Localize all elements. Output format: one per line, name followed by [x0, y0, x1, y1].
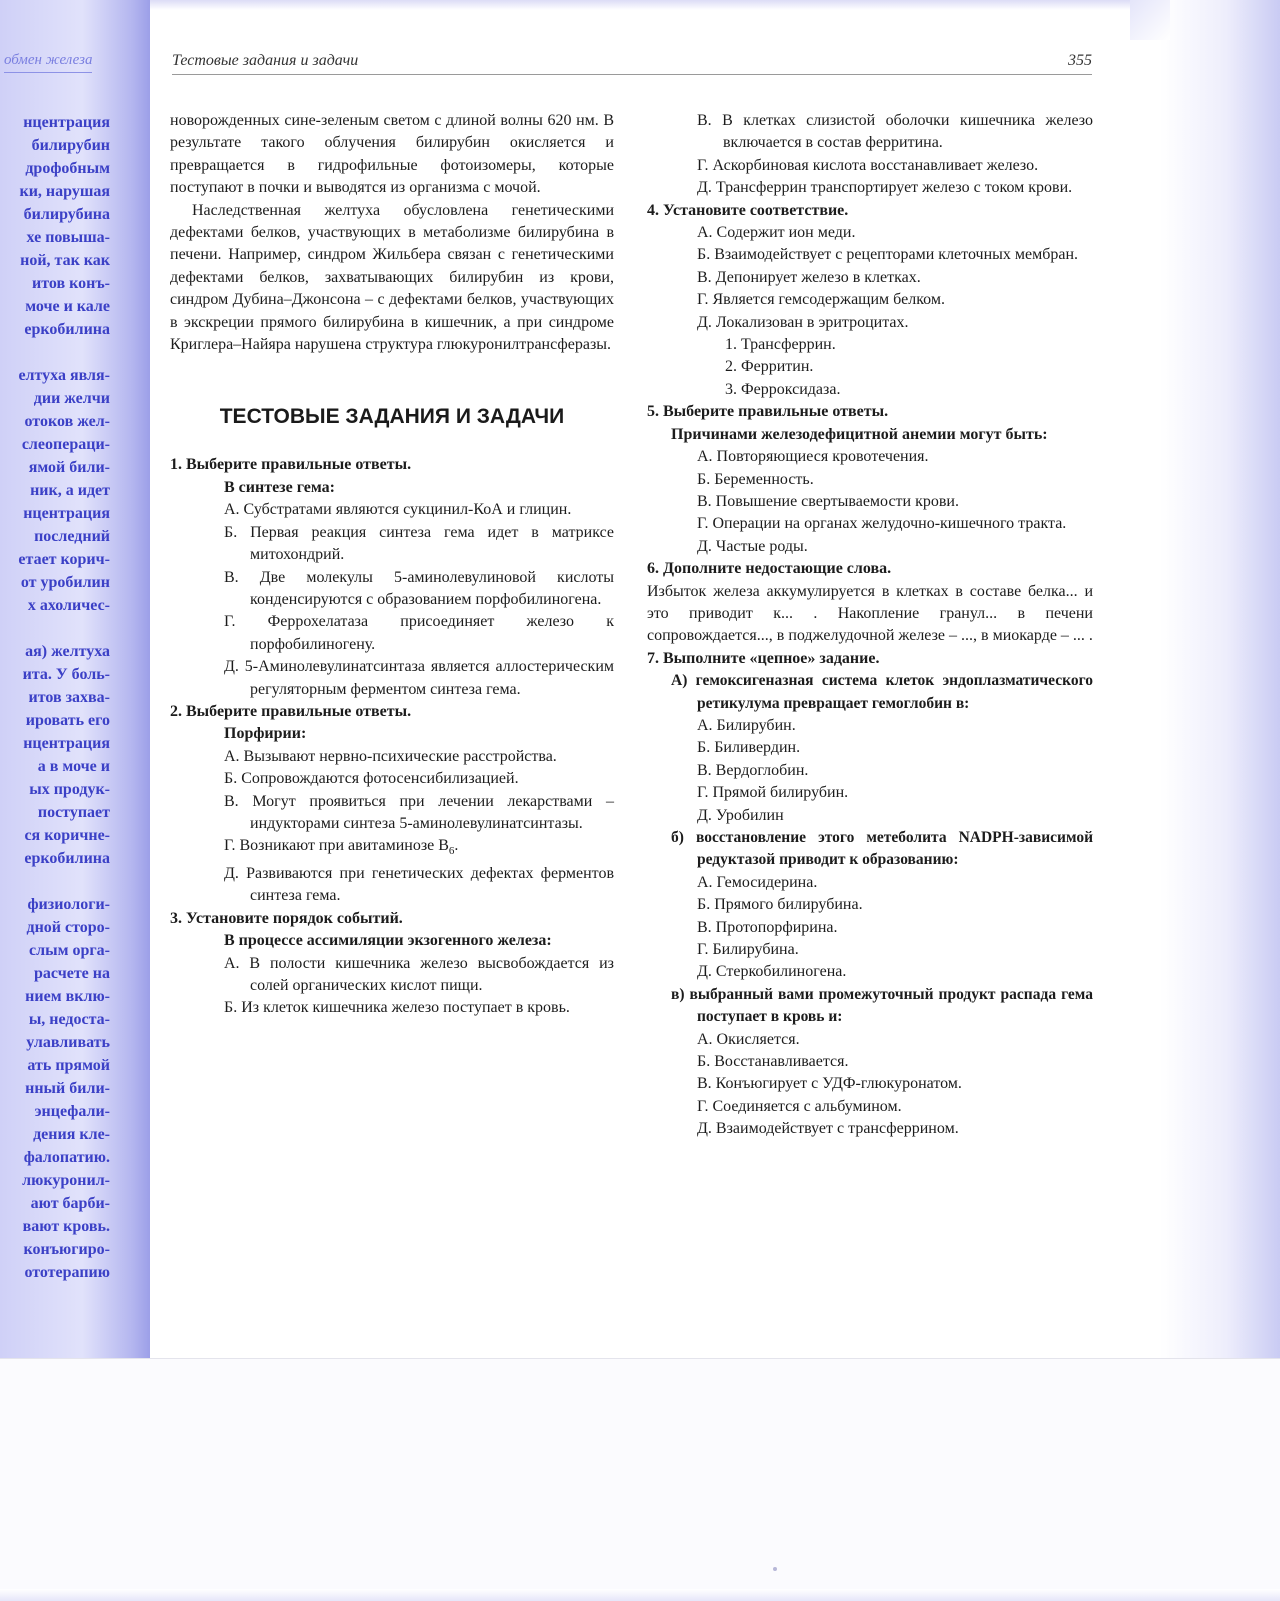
previous-page-line: ать прямой [27, 1057, 110, 1074]
question-7c-option: А. Окисляется. [697, 1030, 800, 1048]
scan-edge-top [0, 0, 1280, 10]
question-1-option: В. Две молекулы 5-аминолевулиновой кислоты конденсируются с образованием порфобилиногена. [224, 568, 614, 608]
question-7c-option: Д. Взаимодействует с трансферрином. [697, 1120, 959, 1138]
previous-page-line: люкуронил- [22, 1172, 110, 1189]
previous-page-line: фалопатию. [23, 1149, 110, 1166]
option-g-text: Г. Возникают при авитаминозе B [224, 837, 449, 855]
question-4-match-item: 2. Ферритин. [725, 358, 814, 376]
question-7a-option: Д. Уробилин [697, 806, 784, 824]
intro-paragraph: новорожденных сине-зеленым светом с длиной волны 620 нм. В результате такого облучения билирубин окисляется и превращается в гидрофильные фотоизомеры, которые поступают в почки и выводятся из организма с мочой. [170, 112, 614, 197]
previous-page-line: слым орга- [29, 942, 110, 959]
running-header [172, 52, 1092, 75]
question-7b-option: Г. Билирубина. [697, 941, 799, 959]
question-2-option: А. Вызывают нервно-психические расстройства. [224, 747, 557, 765]
previous-page-line: ита. У боль- [22, 666, 110, 683]
question-1-title: 1. Выберите правильные ответы. [170, 456, 412, 474]
question-7a-option: А. Билирубин. [697, 716, 796, 734]
question-2-title: 2. Выберите правильные ответы. [170, 702, 412, 720]
previous-page-line: ых продук- [29, 781, 110, 798]
question-3-option: Д. Трансферрин транспортирует железо с током крови. [697, 179, 1073, 197]
right-column [647, 110, 1093, 1141]
previous-page-text-lines [0, 111, 110, 1284]
previous-page-line: еркобилина [24, 321, 110, 338]
previous-page-line: ки, нарушая [19, 183, 110, 200]
question-5-option: Г. Операции на органах желудочно-кишечного тракта. [697, 515, 1067, 533]
question-3-subtitle: В процессе ассимиляции экзогенного железа: [224, 932, 552, 950]
previous-page-line: дии желчи [33, 390, 110, 407]
question-4-match-item: 3. Ферроксидаза. [725, 380, 841, 398]
previous-page-line: поступает [37, 804, 110, 821]
hereditary-jaundice-paragraph: Наследственная желтуха обусловлена генетическими дефектами белков, участвующих в метаболизме билирубина в печени. Например, синдром Жильбера связан с генетическими дефектами белков, захватывающих билирубин из крови, синдром Дубина–Джонсона – с дефектами белков, участвующих в экскреции прямого билирубина в кишечник, а при синдроме Криглера–Найяра нарушена структура глюкуронилтрансферазы. [170, 201, 614, 354]
running-title: Тестовые задания и задачи [172, 52, 359, 69]
question-2-option-g [170, 835, 614, 863]
scan-speck [773, 1567, 777, 1571]
section-heading: ТЕСТОВЫЕ ЗАДАНИЯ И ЗАДАЧИ [219, 405, 565, 429]
previous-page-line: билирубина [23, 206, 110, 223]
question-7b-option: Д. Стеркобилиногена. [697, 963, 847, 981]
previous-page-line: последний [34, 528, 110, 545]
previous-page-line: а в моче и [37, 758, 110, 775]
previous-page-line: ая) желтуха [25, 643, 110, 660]
question-4-option: А. Содержит ион меди. [697, 224, 856, 242]
page-number: 355 [1068, 52, 1092, 69]
question-3-title: 3. Установите порядок событий. [170, 909, 403, 927]
previous-page-line: итов захва- [28, 689, 110, 706]
question-7a-option: Г. Прямой билирубин. [697, 784, 849, 802]
previous-page-header: обмен железа [4, 52, 93, 68]
previous-page-line: нием вклю- [25, 988, 110, 1005]
previous-page-line [0, 870, 110, 893]
previous-page-line: ник, а идет [30, 482, 110, 499]
question-6-title: 6. Дополните недостающие слова. [647, 560, 892, 578]
previous-page-line: отоков жел- [24, 413, 110, 430]
question-3-option: Г. Аскорбиновая кислота восстанавливает железо. [697, 156, 1039, 174]
question-5-option: Б. Беременность. [697, 470, 814, 488]
previous-page-line: нцентрация [23, 114, 110, 131]
question-7c-option: Б. Восстанавливается. [697, 1053, 849, 1071]
question-7a-option: В. Вердоглобин. [697, 761, 809, 779]
question-1-option: А. Субстратами являются сукцинил-КоА и глицин. [224, 501, 572, 519]
question-4-option: Б. Взаимодействует с рецепторами клеточных мембран. [697, 246, 1079, 264]
question-1-option: Д. 5-Аминолевулинатсинтаза является аллостерическим регуляторным ферментом синтеза гема. [224, 658, 614, 698]
option-g-end: . [454, 837, 459, 855]
question-5-option: А. Повторяющиеся кровотечения. [697, 448, 929, 466]
question-7b-option: В. Протопорфирина. [697, 918, 838, 936]
previous-page-line: улавливать [26, 1034, 110, 1051]
question-7c-option: Г. Соединяется с альбумином. [697, 1097, 902, 1115]
question-5-option: В. Повышение свертываемости крови. [697, 492, 959, 510]
question-4-title: 4. Установите соответствие. [647, 201, 849, 219]
previous-page-line: хе повыша- [26, 229, 110, 246]
previous-page-line: физиологи- [27, 896, 110, 913]
previous-page-line: елтуха явля- [18, 367, 110, 384]
previous-page-line: х ахоличес- [27, 597, 110, 614]
question-4-match-item: 1. Трансферрин. [725, 336, 836, 354]
previous-page-line [0, 341, 110, 364]
previous-page-line: слеопераци- [21, 436, 110, 453]
question-2-option: Д. Развиваются при генетических дефектах ферментов синтеза гема. [224, 864, 614, 905]
question-7c-title: в) выбранный вами промежуточный продукт распада гема поступает в кровь и: [671, 985, 1093, 1026]
question-6-text: Избыток железа аккумулируется в клетках в составе белка... и это приводит к... . Накопление гранул... в печени сопровождается..., в поджелудочной железе – ..., в миокарде – ... . [647, 582, 1093, 645]
previous-page-line: ся коричне- [24, 827, 110, 844]
question-4-option: Д. Локализован в эритроцитах. [697, 313, 909, 331]
previous-page-line: нцентрация [23, 735, 110, 752]
previous-page-line: дрофобным [25, 160, 110, 177]
question-7c-option: В. Конъюгирует с УДФ-глюкуронатом. [697, 1075, 962, 1093]
question-7b-option: Б. Прямого билирубина. [697, 896, 863, 914]
previous-page-line: дения кле- [33, 1126, 110, 1143]
left-column [170, 110, 614, 1020]
previous-page-line [0, 617, 110, 640]
previous-page-line: вают кровь. [22, 1218, 110, 1235]
question-2-option: В. Могут проявиться при лечении лекарствами – индукторами синтеза 5-аминолевулинатсинтазы. [224, 792, 614, 832]
question-3-option: В. В клетках слизистой оболочки кишечника железо включается в состав ферритина. [697, 112, 1093, 152]
question-2-option: Б. Сопровождаются фотосенсибилизацией. [224, 770, 519, 788]
question-4-option: В. Депонирует железо в клетках. [697, 268, 921, 286]
previous-page-line: билирубин [31, 137, 110, 154]
previous-page-line: ают барби- [30, 1195, 110, 1212]
question-7a-option: Б. Биливердин. [697, 739, 801, 757]
question-7b-title: б) восстановление этого метеболита NADPH-зависимой редуктазой приводит к образованию: [671, 829, 1093, 869]
question-3-option: Б. Из клеток кишечника железо поступает в кровь. [224, 999, 570, 1017]
previous-page-line: энцефали- [34, 1103, 110, 1120]
previous-page-line: ототерапию [24, 1264, 110, 1281]
question-3-option: А. В полости кишечника железо высвобождается из солей органических кислот пищи. [224, 954, 614, 994]
question-5-title: 5. Выберите правильные ответы. [647, 403, 889, 421]
scanner-bed-area [0, 1358, 1280, 1601]
previous-page-line: ямой били- [28, 459, 110, 476]
previous-page-line: ы, недоста- [28, 1011, 110, 1028]
previous-page-line: етает корич- [18, 551, 110, 568]
question-2-subtitle: Порфирии: [224, 725, 307, 743]
question-1-option: Б. Первая реакция синтеза гема идет в матриксе митохондрий. [224, 523, 614, 564]
question-7b-option: А. Гемосидерина. [697, 873, 818, 891]
vitamin-subscript: 6 [448, 845, 455, 858]
question-7a-title: А) гемоксигеназная система клеток эндоплазматического ретикулума превращает гемоглобин в: [671, 672, 1093, 712]
question-5-option: Д. Частые роды. [697, 537, 808, 555]
previous-page-line: ной, так как [20, 252, 110, 269]
previous-page-line: дной сторо- [26, 919, 110, 936]
previous-page-line: моче и кале [25, 298, 110, 315]
previous-page-line: конъюгиро- [23, 1241, 110, 1258]
question-4-option: Г. Является гемсодержащим белком. [697, 291, 945, 309]
previous-page-line: расчете на [34, 965, 110, 982]
previous-page-line: итов конъ- [32, 275, 110, 292]
previous-page-line: еркобилина [24, 850, 110, 867]
question-5-subtitle: Причинами железодефицитной анемии могут быть: [671, 425, 1048, 443]
question-7-title: 7. Выполните «цепное» задание. [647, 649, 880, 667]
question-1-subtitle: В синтезе гема: [224, 478, 335, 496]
question-1-option: Г. Феррохелатаза присоединяет железо к порфобилиногену. [224, 613, 614, 653]
previous-page-line: нцентрация [23, 505, 110, 522]
previous-page-line: нный били- [25, 1080, 110, 1097]
previous-page-line: от уробилин [20, 574, 110, 591]
previous-page-line: ировать его [25, 712, 110, 729]
page-corner-curl [1130, 0, 1170, 40]
